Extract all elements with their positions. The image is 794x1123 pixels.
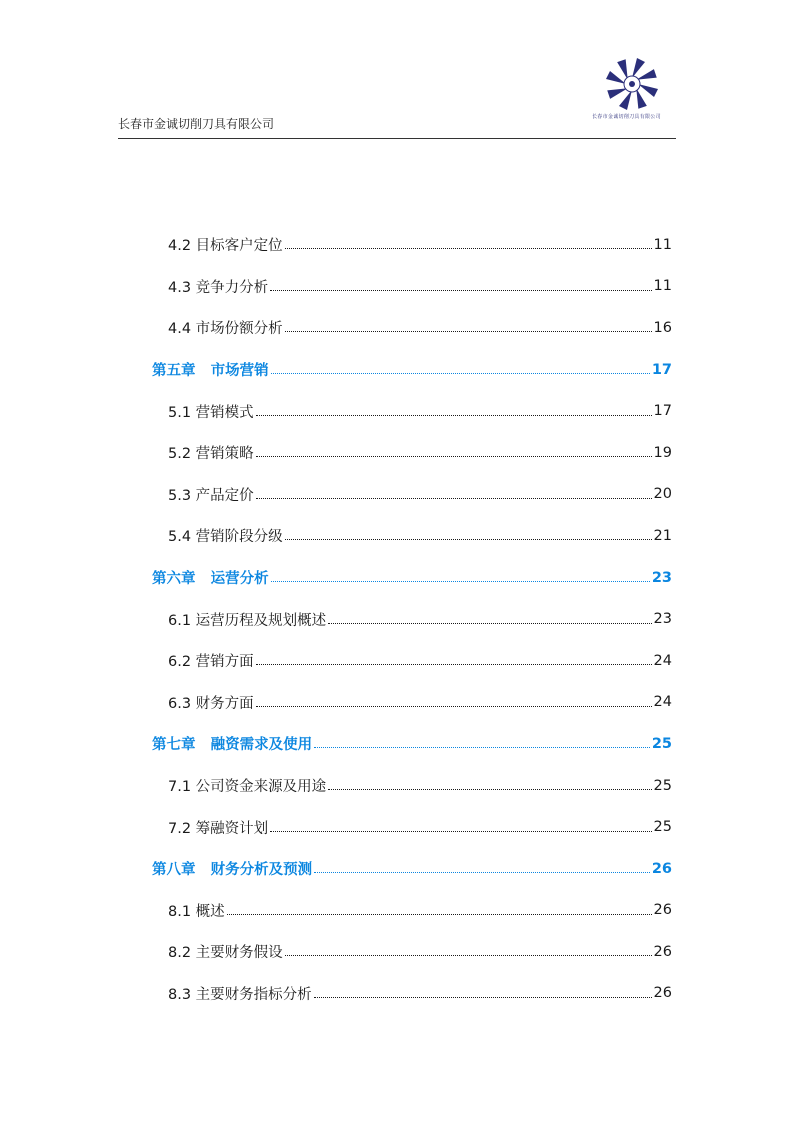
toc-entry-page-number: 17 [651,361,672,378]
dot-leader [227,914,652,915]
dot-leader [328,623,651,624]
toc-entry-label: 8.2 主要财务假设 [168,945,283,962]
toc-entry-page-number: 26 [653,985,672,1002]
dot-leader [256,498,652,499]
toc-entry-page-number: 23 [653,611,672,628]
company-name: 长春市金诚切削刀具有限公司 [118,117,275,131]
dot-leader [256,706,652,707]
toc-entry-page-number: 26 [653,943,672,960]
toc-entry-label: 8.3 主要财务指标分析 [168,986,312,1003]
toc-entry-page-number: 25 [653,777,672,794]
toc-entry-page-number: 24 [653,652,672,669]
toc-entry-label: 7.1 公司资金来源及用途 [168,779,327,796]
dot-leader [328,789,651,790]
toc-section-entry[interactable] [118,931,674,973]
toc-entry-page-number: 16 [653,319,672,336]
dot-leader [270,290,651,291]
toc-entry-label: 4.4 市场份额分析 [168,321,283,338]
toc-section-entry[interactable] [118,890,674,932]
toc-section-entry[interactable] [118,224,674,266]
dot-leader [256,415,652,416]
toc-entry-label: 4.2 目标客户定位 [168,238,283,255]
toc-entry-page-number: 19 [653,444,672,461]
toc-entry-label: 4.3 竞争力分析 [168,279,269,296]
toc-entry-page-number: 11 [653,236,672,253]
toc-section-entry[interactable] [118,640,674,682]
toc-entry-label: 第六章 运营分析 [152,571,269,588]
toc-entry-page-number: 11 [653,278,672,295]
toc-entry-label: 5.1 营销模式 [168,404,254,421]
dot-leader [270,831,651,832]
toc-section-entry[interactable] [118,390,674,432]
toc-section-entry[interactable] [118,806,674,848]
toc-chapter-entry[interactable] [118,557,674,599]
toc-chapter-entry[interactable] [118,848,674,890]
toc-section-entry[interactable] [118,682,674,724]
toc-chapter-entry[interactable] [118,723,674,765]
dot-leader [285,539,652,540]
toc-entry-page-number: 17 [653,403,672,420]
toc-section-entry[interactable] [118,973,674,1015]
toc-entry-label: 第八章 财务分析及预测 [152,862,313,879]
dot-leader [314,872,650,873]
toc-entry-label: 7.2 筹融资计划 [168,820,269,837]
toc-entry-label: 第五章 市场营销 [152,363,269,380]
toc-entry-page-number: 24 [653,694,672,711]
toc-entry-label: 5.3 产品定价 [168,487,254,504]
dot-leader [285,248,652,249]
toc-entry-label: 8.1 概述 [168,903,225,920]
dot-leader [256,456,652,457]
logo-caption: 长春市金诚切削刀具有限公司 [592,114,661,120]
toc-entry-label: 5.4 营销阶段分级 [168,529,283,546]
toc-chapter-entry[interactable] [118,349,674,391]
dot-leader [271,581,650,582]
toc-section-entry[interactable] [118,515,674,557]
toc-section-entry[interactable] [118,598,674,640]
toc-entry-label: 第七章 融资需求及使用 [152,737,313,754]
toc-entry-page-number: 25 [653,819,672,836]
toc-entry-page-number: 26 [651,860,672,877]
toc-section-entry[interactable] [118,474,674,516]
toc-entry-page-number: 23 [651,569,672,586]
toc-entry-label: 5.2 营销策略 [168,446,254,463]
toc-entry-page-number: 25 [651,735,672,752]
dot-leader [285,955,652,956]
dot-leader [314,747,650,748]
toc-entry-label: 6.3 财务方面 [168,695,254,712]
toc-section-entry[interactable] [118,307,674,349]
table-of-contents [118,224,674,1014]
dot-leader [285,331,652,332]
toc-entry-page-number: 20 [653,486,672,503]
page-header [118,0,676,140]
toc-section-entry[interactable] [118,432,674,474]
header-rule [118,138,676,139]
toc-entry-page-number: 26 [653,902,672,919]
toc-entry-label: 6.1 运营历程及规划概述 [168,612,327,629]
dot-leader [256,664,652,665]
toc-entry-page-number: 21 [653,527,672,544]
toc-section-entry[interactable] [118,266,674,308]
dot-leader [314,997,652,998]
toc-entry-label: 6.2 营销方面 [168,654,254,671]
dot-leader [271,373,650,374]
toc-section-entry[interactable] [118,765,674,807]
